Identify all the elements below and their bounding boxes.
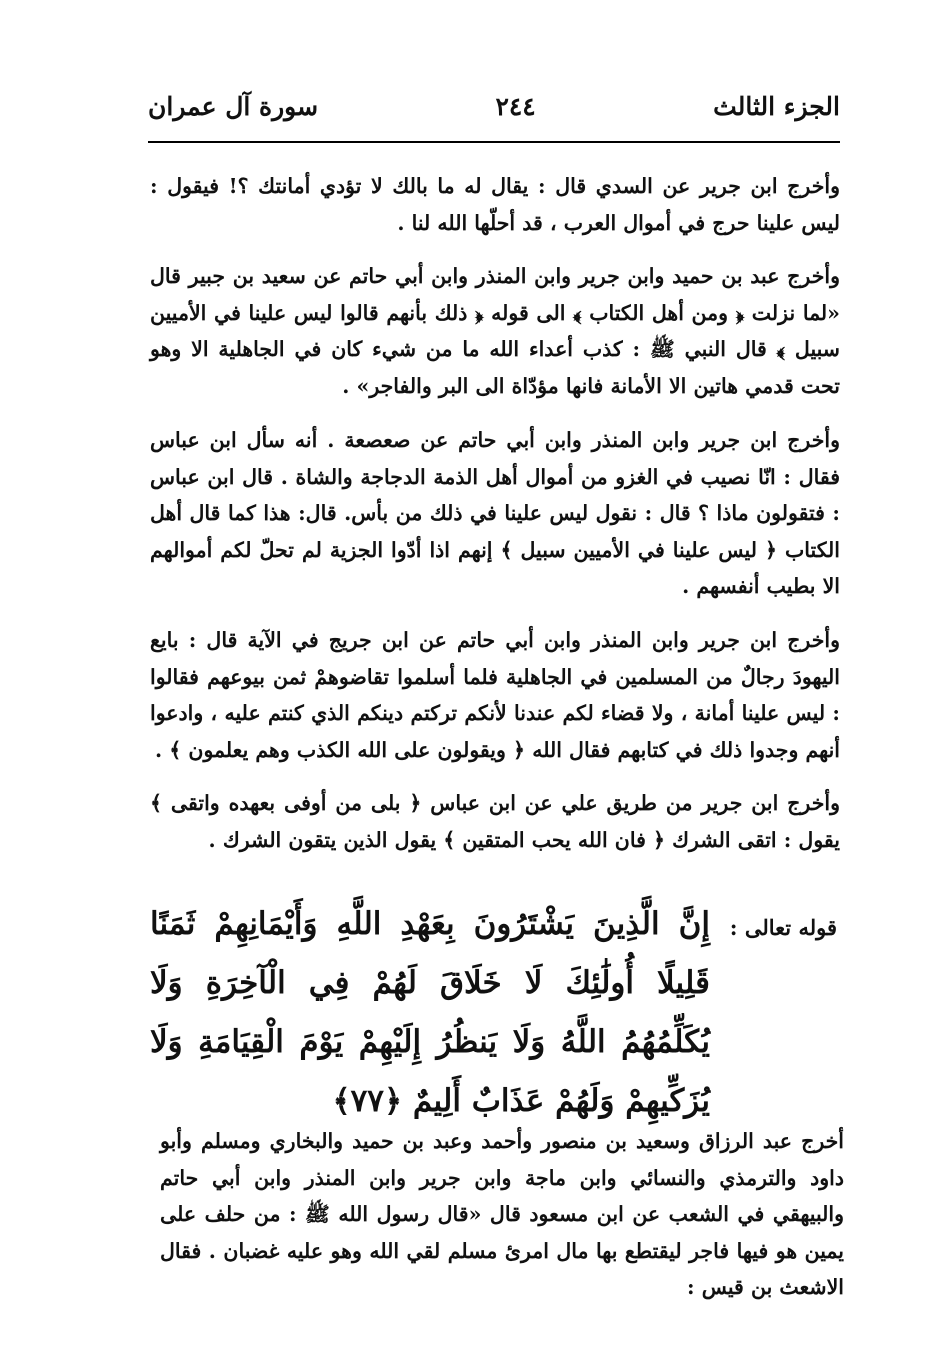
paragraph-1: وأخرج ابن جرير عن السدي قال : يقال له ما بالك لا تؤدي أمانتك ؟! فيقول : ليس علينا حرج في أموال العرب ، قد أحلّها الله لنا . xyxy=(150,174,840,235)
paragraph-6: أخرج عبد الرزاق وسعيد بن منصور وأحمد وعبد بن حميد والبخاري ومسلم وأبو داود والترمذي والنسائي وابن ماجة وابن جرير وابن المنذر وابن أبي حاتم والبيهقي في الشعب عن ابن مسعود قال «قال رسول الله ﷺ : من حلف على يمين هو فيها فاجر ليقتطع بها مال امرئ مسلم لقي الله وهو عليه غضبان . فقال الاشعث بن قيس : xyxy=(160,1129,844,1299)
paragraph-4: وأخرج ابن جرير وابن المنذر وابن أبي حاتم عن ابن جريج في الآية قال : بايع اليهودَ رجالٌ من المسلمين في الجاهلية فلما أسلموا تقاضوهمْ ثمن بيوعهم فقالوا : ليس علينا أمانة ، ولا قضاء لكم عندنا لأنكم تركتم دينكم الذي كنتم عليه ، وادعوا أنهم وجدوا ذلك في كتابهم فقال الله ﴿ ويقولون على الله الكذب وهم يعلمون ﴾ . xyxy=(150,628,840,762)
paragraph-3: وأخرج ابن جرير وابن المنذر وابن أبي حاتم عن صعصعة . أنه سأل ابن عباس فقال : انّا نصيب في الغزو من أموال أهل الذمة الدجاجة والشاة . قال ابن عباس : فتقولون ماذا ؟ قال : نقول ليس علينا في ذلك من بأس. قال: هذا كما قال أهل الكتاب ﴿ ليس علينا في الأميين سبيل ﴾ إنهم اذا أدّوا الجزية لم تحلّ لكم أموالهم الا بطيب أنفسهم . xyxy=(150,428,840,598)
paragraph-5: وأخرج ابن جرير من طريق علي عن ابن عباس ﴿ بلى من أوفى بعهده واتقى ﴾ يقول : اتقى الشرك ﴿ فان الله يحب المتقين ﴾ يقول الذين يتقون الشرك . xyxy=(150,791,840,852)
verse-intro: قوله تعالى : xyxy=(729,915,837,940)
part-label: الجزء الثالث xyxy=(713,91,840,121)
page-number: ٢٤٤ xyxy=(495,91,536,121)
paragraph-2: وأخرج عبد بن حميد وابن جرير وابن المنذر وابن أبي حاتم عن سعيد بن جبير قال «لما نزلت ﴿ ومن أهل الكتاب ﴾ الى قوله ﴿ ذلك بأنهم قالوا ليس علينا في الأميين سبيل ﴾ قال النبي ﷺ : كذب أعداء الله ما من شيء كان في الجاهلية الا وهو تحت قدمي هاتين الا الأمانة فانها مؤدّاة الى البر والفاجر» . xyxy=(150,264,840,398)
quran-verse: إِنَّ الَّذِينَ يَشْتَرُونَ بِعَهْدِ اللَّهِ وَأَيْمَانِهِمْ ثَمَنًا قَلِيلًا أُولَٰئِكَ لَا خَلَاقَ لَهُمْ فِي الْآخِرَةِ وَلَا يُكَلِّمُهُمُ اللَّهُ وَلَا يَنظُرُ إِلَيْهِمْ يَوْمَ الْقِيَامَةِ وَلَا يُزَكِّيهِمْ وَلَهُمْ عَذَابٌ أَلِيمٌ ﴿٧٧﴾ xyxy=(150,906,710,1119)
header-divider xyxy=(148,141,840,143)
surah-label: سورة آل عمران xyxy=(148,91,319,121)
page-header xyxy=(148,86,840,126)
